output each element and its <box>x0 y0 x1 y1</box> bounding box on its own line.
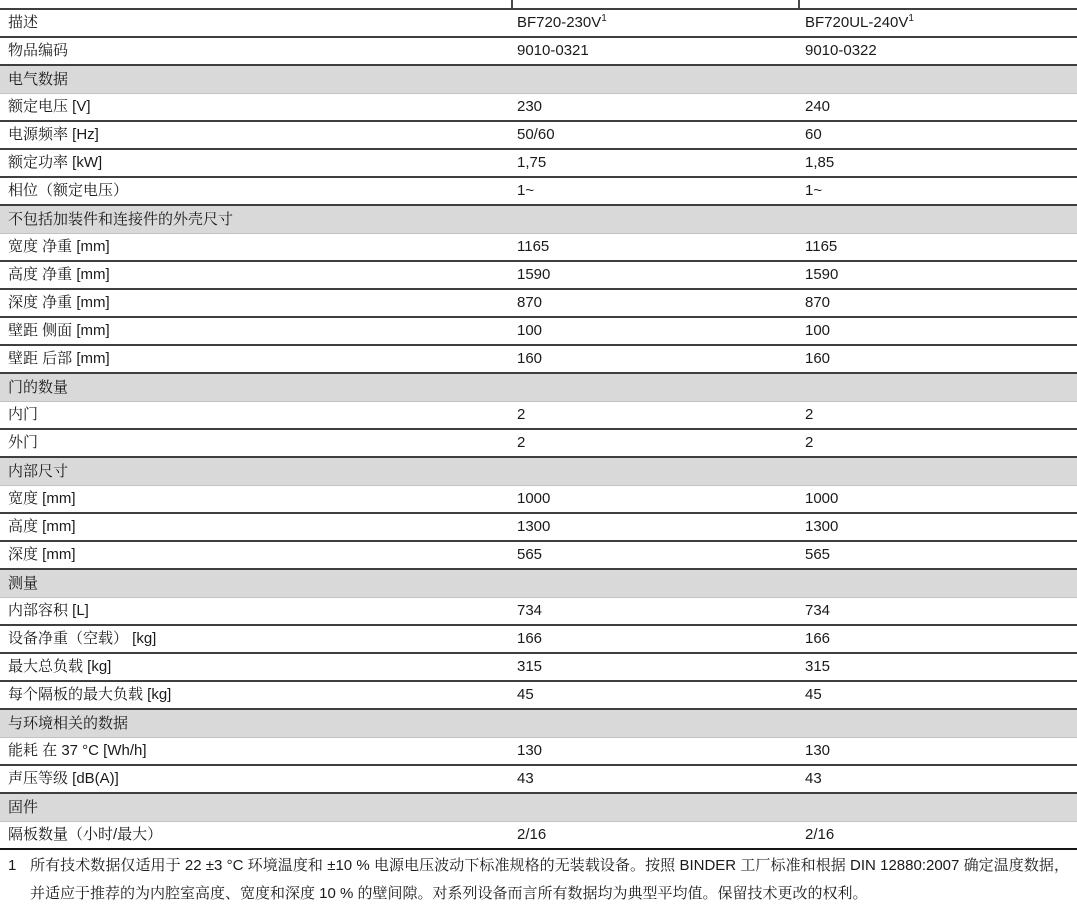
table-row-width-net <box>0 234 1077 262</box>
value-model-2: 9010-0322 <box>805 42 877 59</box>
value-model-1: 230 <box>517 98 543 115</box>
header-model-1: $BF720-230V^1$ <box>517 13 607 31</box>
value-model-1: 2/16 <box>517 826 547 843</box>
section-header-electrical-data <box>0 66 1077 94</box>
row-label: 最大总负载 [kg] <box>8 658 112 675</box>
footnote-text: 所有技术数据仅适用于 22 ±3 °C 环境温度和 ±10 % 电源电压波动下标准规格的无装载设备。按照 BINDER 工厂标准和根据 DIN 12880:2007 确定温度数据，并适应于推荐的为内腔室高度、宽度和深度 10 % 的壁间隙。对系列设备而言所有数据均为典型平均值。保留技术更改的权利。 <box>30 857 1069 902</box>
table-row-sound-pressure-level <box>0 766 1077 794</box>
value-model-2: 166 <box>805 630 831 647</box>
row-label: 宽度 净重 [mm] <box>8 238 110 255</box>
table-row-wall-clearance-rear <box>0 346 1077 374</box>
table-header-row <box>0 10 1077 38</box>
value-model-1: 315 <box>517 658 543 675</box>
value-model-1: 100 <box>517 322 543 339</box>
row-label: 额定电压 [V] <box>8 98 91 115</box>
column-divider-tick <box>798 0 800 8</box>
row-label: 声压等级 [dB(A)] <box>8 770 119 787</box>
value-model-1: 1300 <box>517 518 551 535</box>
row-label: 高度 [mm] <box>8 518 76 535</box>
row-label: 能耗 在 37 °C [Wh/h] <box>8 742 147 759</box>
value-model-2: 1,85 <box>805 154 835 171</box>
value-model-2: 870 <box>805 294 831 311</box>
value-model-1: 1,75 <box>517 154 547 171</box>
table-row-net-weight <box>0 626 1077 654</box>
value-model-2: 60 <box>805 126 822 143</box>
value-model-1: 50/60 <box>517 126 555 143</box>
value-model-2: 1590 <box>805 266 839 283</box>
row-label: 额定功率 [kW] <box>8 154 103 171</box>
value-model-2: 1300 <box>805 518 839 535</box>
value-model-1: 1~ <box>517 182 535 199</box>
table-row-article-number <box>0 38 1077 66</box>
section-header-environment-data <box>0 710 1077 738</box>
section-header-interior-dimensions <box>0 458 1077 486</box>
value-model-1: 130 <box>517 742 543 759</box>
table-row-max-load-per-rack <box>0 682 1077 710</box>
value-model-1: 565 <box>517 546 543 563</box>
value-model-2: 315 <box>805 658 831 675</box>
section-header-housing-dimensions <box>0 206 1077 234</box>
table-row-interior-depth <box>0 542 1077 570</box>
section-header-fixtures <box>0 794 1077 822</box>
table-row-outer-doors <box>0 430 1077 458</box>
value-model-2: 130 <box>805 742 831 759</box>
row-label: 壁距 侧面 [mm] <box>8 322 110 339</box>
table-row-rated-power <box>0 150 1077 178</box>
table-row-interior-width <box>0 486 1077 514</box>
section-title: 与环境相关的数据 <box>8 714 129 732</box>
footnote-number: 1 <box>8 857 17 874</box>
section-title: 固件 <box>8 798 39 816</box>
value-model-2: 2 <box>805 434 814 451</box>
column-divider-tick <box>511 0 513 8</box>
value-model-2: 2/16 <box>805 826 835 843</box>
row-label: 宽度 [mm] <box>8 490 76 507</box>
table-row-energy-consumption <box>0 738 1077 766</box>
row-label: 内部容积 [L] <box>8 602 89 619</box>
row-label: 壁距 后部 [mm] <box>8 350 110 367</box>
value-model-2: 100 <box>805 322 831 339</box>
specification-table <box>0 8 1077 850</box>
table-row-max-total-load <box>0 654 1077 682</box>
footnote-ref-superscript: 1 <box>601 13 607 24</box>
value-model-2: 160 <box>805 350 831 367</box>
table-row-interior-height <box>0 514 1077 542</box>
section-title: 内部尺寸 <box>8 462 69 480</box>
table-row-depth-net <box>0 290 1077 318</box>
value-model-2: 2 <box>805 406 814 423</box>
value-model-1: 45 <box>517 686 534 703</box>
value-model-1: 43 <box>517 770 534 787</box>
value-model-2: 734 <box>805 602 831 619</box>
footnote <box>0 852 1069 908</box>
value-model-1: 9010-0321 <box>517 42 589 59</box>
value-model-1: 2 <box>517 434 526 451</box>
row-label: 高度 净重 [mm] <box>8 266 110 283</box>
value-model-2: 1000 <box>805 490 839 507</box>
table-row-interior-volume <box>0 598 1077 626</box>
value-model-2: 1~ <box>805 182 823 199</box>
section-title: 不包括加装件和连接件的外壳尺寸 <box>8 210 234 228</box>
value-model-2: 565 <box>805 546 831 563</box>
footnote-ref-superscript: 1 <box>908 13 914 24</box>
value-model-1: 734 <box>517 602 543 619</box>
value-model-2: 1165 <box>805 238 838 255</box>
table-row-wall-clearance-side <box>0 318 1077 346</box>
header-model-2: $BF720UL-240V^1$ <box>805 13 914 31</box>
value-model-2: 240 <box>805 98 831 115</box>
header-description-label: 描述 <box>8 14 39 31</box>
row-label: 设备净重（空载） [kg] <box>8 630 157 647</box>
value-model-1: 1000 <box>517 490 551 507</box>
row-label: 隔板数量（小时/最大） <box>8 826 163 843</box>
value-model-1: 2 <box>517 406 526 423</box>
value-model-1: 166 <box>517 630 543 647</box>
row-label: 深度 [mm] <box>8 546 76 563</box>
table-row-height-net <box>0 262 1077 290</box>
value-model-1: 870 <box>517 294 543 311</box>
section-title: 电气数据 <box>8 70 69 88</box>
value-model-1: 1165 <box>517 238 550 255</box>
value-model-1: 1590 <box>517 266 551 283</box>
row-label: 物品编码 <box>8 42 69 59</box>
section-header-number-of-doors <box>0 374 1077 402</box>
row-label: 深度 净重 [mm] <box>8 294 110 311</box>
value-model-2: 43 <box>805 770 822 787</box>
section-header-measurements <box>0 570 1077 598</box>
table-row-rated-voltage <box>0 94 1077 122</box>
table-row-phase <box>0 178 1077 206</box>
row-label: 相位（额定电压） <box>8 182 129 199</box>
row-label: 内门 <box>8 406 39 423</box>
row-label: 每个隔板的最大负载 [kg] <box>8 686 172 703</box>
value-model-1: 160 <box>517 350 543 367</box>
section-title: 门的数量 <box>8 378 69 396</box>
row-label: 外门 <box>8 434 39 451</box>
table-row-power-frequency <box>0 122 1077 150</box>
table-row-inner-doors <box>0 402 1077 430</box>
value-model-2: 45 <box>805 686 822 703</box>
section-title: 测量 <box>8 574 39 592</box>
table-row-number-of-racks <box>0 822 1077 850</box>
row-label: 电源频率 [Hz] <box>8 126 99 143</box>
